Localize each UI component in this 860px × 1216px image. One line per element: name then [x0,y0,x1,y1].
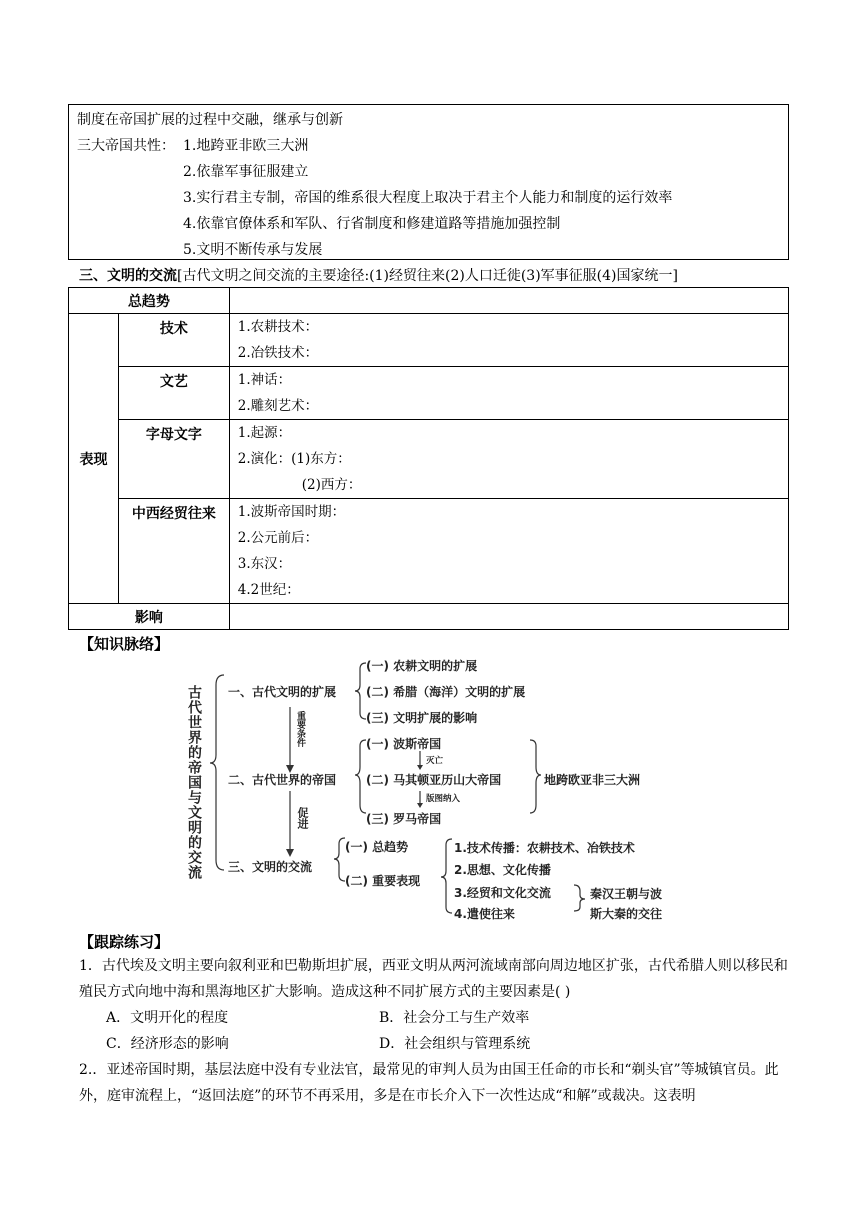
mindmap-item: (二) 重要表现 [345,874,421,888]
table-line: 3.东汉： [237,556,292,572]
table-line: 2.雕刻艺术： [237,398,319,414]
practice-heading: 【跟踪练习】 [79,933,170,951]
mindmap-arrow-label: 重要条件 [295,711,305,747]
option-b[interactable]: B．社会分工与生产效率 [379,1010,530,1026]
table-line: 2.冶铁技术： [237,345,319,361]
table-line: 2.公元前后： [237,530,319,546]
mindmap-right-label: 地跨欧亚非三大洲 [544,773,641,787]
box-item: 4.依靠官僚体系和军队、行省制度和修建道路等措施加强控制 [183,216,561,232]
section3-note: [古代文明之间交流的主要途径:(1)经贸往来(2)人口迁徙(3)军事征服(4)国家统一] [177,268,678,284]
commonality-box [68,104,789,260]
table-line: 1.神话： [237,372,292,388]
impact-label: 影响 [69,604,230,630]
alpha-cell[interactable] [229,420,788,499]
section3-heading [79,265,678,285]
mindmap-branch2: 二、古代世界的帝国 [228,773,337,787]
mindmap-subitem: 2.思想、文化传播 [454,863,551,877]
table-line: 1.农耕技术： [237,319,319,335]
table-line: 4.2世纪： [237,582,300,598]
table-line: (2)西方： [301,477,362,493]
table-line: 1.波斯帝国时期： [237,504,346,520]
impact-cell[interactable] [229,604,788,630]
mindmap-item: (一) 总趋势 [345,840,409,854]
option-a[interactable]: A．文明开化的程度 [106,1010,229,1026]
mindmap-branch3: 三、文明的交流 [228,860,313,874]
mindmap-item: (一) 农耕文明的扩展 [366,659,478,673]
table-line: 2.演化：(1)东方： [237,451,351,467]
option-c[interactable]: C．经济形态的影响 [106,1036,229,1052]
box-line1: 制度在帝国扩展的过程中交融，继承与创新 [77,112,343,128]
mindmap-root: 古代世界的帝国与文明的交流 [186,685,202,880]
alpha-label: 字母文字 [118,420,229,499]
knowledge-heading: 【知识脉络】 [79,635,170,653]
mindmap-item: (三) 文明扩展的影响 [366,711,478,725]
trade-cell[interactable] [229,499,788,604]
mindmap-item: (二) 马其顿亚历山大帝国 [366,773,502,787]
section3-title: 三、文明的交流 [79,268,177,284]
trend-label: 总趋势 [69,288,230,314]
trend-cell[interactable] [229,288,788,314]
tech-cell[interactable] [229,314,788,367]
tech-label: 技术 [118,314,229,367]
mindmap-item: (二) 希腊（海洋）文明的扩展 [366,685,526,699]
box-item: 5.文明不断传承与发展 [183,242,323,258]
mindmap-right-label: 秦汉王朝与波 [590,887,663,901]
art-label: 文艺 [118,367,229,420]
mindmap-right-label: 斯大秦的交往 [590,907,663,921]
question-1: 1．古代埃及文明主要向叙利亚和巴勒斯坦扩展，西亚文明从两河流域南部向周边地区扩张，古代希腊人则以移民和殖民方式向地中海和黑海地区扩大影响。造成这种不同扩展方式的主要因素是( ) [79,958,788,1000]
mindmap-mini-label: 版图纳入 [426,794,461,804]
box-label: 三大帝国共性： [77,138,175,154]
art-cell[interactable] [229,367,788,420]
box-item: 3.实行君主专制，帝国的维系很大程度上取决于君主个人能力和制度的运行效率 [183,190,673,206]
box-item: 1.地跨亚非欧三大洲 [183,138,309,154]
exchange-table [68,287,789,630]
trade-label: 中西经贸往来 [118,499,229,604]
mindmap-item: (三) 罗马帝国 [366,812,442,826]
question-2: 2.．亚述帝国时期，基层法庭中没有专业法官，最常见的审判人员为由国王任命的市长和“剃头官”等城镇官员。此外，庭审流程上，“返回法庭”的环节不再采用，多是在市长介入下一次性达成“和解”或裁决。这表明 [79,1062,779,1104]
mindmap-item: (一) 波斯帝国 [366,737,442,751]
mindmap-branch1: 一、古代文明的扩展 [228,685,337,699]
box-item: 2.依靠军事征服建立 [183,164,309,180]
option-d[interactable]: D．社会组织与管理系统 [379,1036,531,1052]
table-line: 1.起源： [237,425,292,441]
mindmap-subitem: 1.技术传播：农耕技术、冶铁技术 [454,841,635,855]
knowledge-mindmap [180,655,680,925]
mindmap-subitem: 3.经贸和文化交流 [454,886,551,900]
mindmap-arrow-label: 促进 [296,807,309,829]
mindmap-mini-label: 灭亡 [426,756,444,766]
show-label: 表现 [69,314,119,604]
mindmap-subitem: 4.遣使往来 [454,907,515,921]
